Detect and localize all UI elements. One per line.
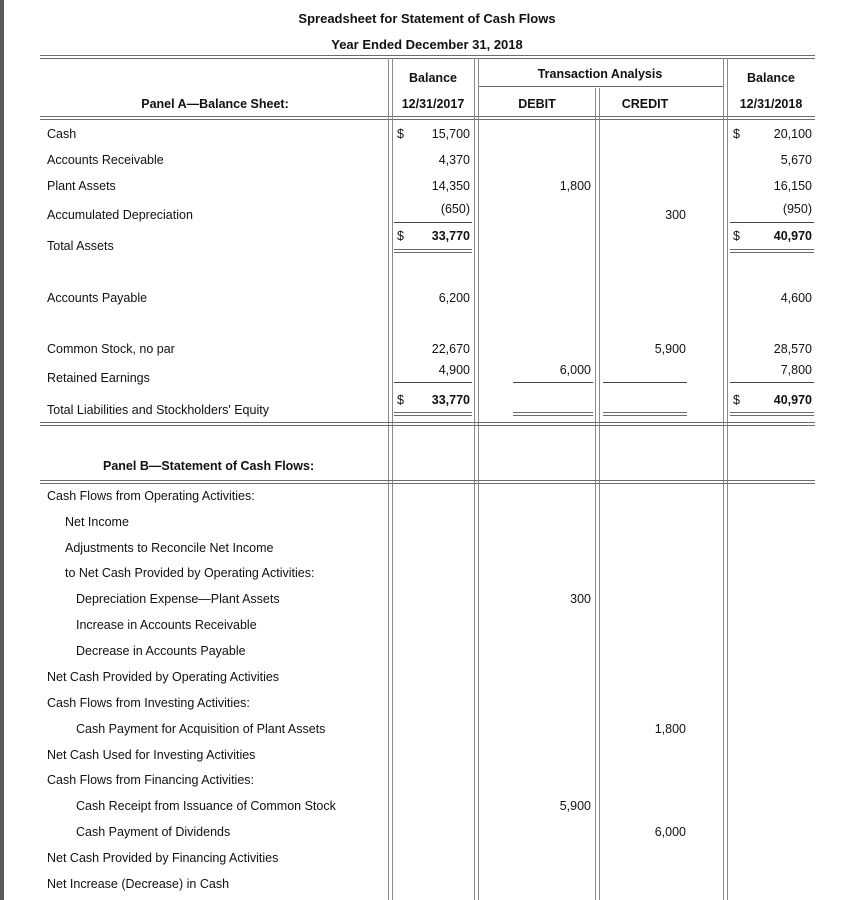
total-assets-end: 40,970	[773, 229, 812, 243]
dollar-sign: $	[397, 393, 404, 407]
total-double-rule	[730, 412, 814, 416]
header-debit: DEBIT	[518, 97, 556, 111]
dollar-sign: $	[733, 229, 740, 243]
cf-financing-heading: Cash Flows from Financing Activities:	[47, 773, 255, 787]
total-liabilities-equity-begin: 33,770	[431, 393, 470, 407]
dollar-sign: $	[733, 393, 740, 407]
transaction-analysis-underline	[478, 86, 723, 87]
cf-dividends-credit: 6,000	[654, 825, 686, 839]
cf-adjustments-continued: to Net Cash Provided by Operating Activities:	[65, 566, 315, 580]
plant-assets-begin: 14,350	[431, 179, 470, 193]
subtotal-rule	[394, 222, 472, 223]
header-balance-begin-label: Balance	[409, 71, 457, 85]
cf-investing-heading: Cash Flows from Investing Activities:	[47, 696, 250, 710]
dollar-sign: $	[733, 127, 740, 141]
panel-b-title: Panel B—Statement of Cash Flows:	[103, 459, 315, 473]
cf-issuance-common-stock: Cash Receipt from Issuance of Common Stock	[76, 799, 336, 813]
total-double-rule	[603, 412, 687, 416]
cf-depreciation-debit: 300	[570, 592, 591, 606]
cash-end-balance: 20,100	[773, 127, 812, 141]
accounts-payable-begin: 6,200	[438, 291, 470, 305]
total-assets-begin: 33,770	[431, 229, 470, 243]
plant-assets-end: 16,150	[773, 179, 812, 193]
accumulated-depreciation-begin: (650)	[440, 202, 470, 216]
row-label-total-assets: Total Assets	[47, 239, 114, 253]
cf-operating-heading: Cash Flows from Operating Activities:	[47, 489, 255, 503]
plant-assets-debit: 1,800	[559, 179, 591, 193]
panel-a-title: Panel A—Balance Sheet:	[141, 97, 289, 111]
header-bottom-rule	[40, 116, 815, 120]
dollar-sign: $	[397, 127, 404, 141]
header-transaction-analysis: Transaction Analysis	[537, 67, 663, 81]
cash-begin-balance: 15,700	[431, 127, 470, 141]
cf-net-investing: Net Cash Used for Investing Activities	[47, 748, 256, 762]
common-stock-begin: 22,670	[431, 342, 470, 356]
col-sep-4	[723, 58, 728, 900]
header-balance-end-date: 12/31/2018	[739, 97, 803, 111]
accumulated-depreciation-end: (950)	[782, 202, 812, 216]
subtotal-rule	[394, 382, 472, 383]
cf-payment-dividends: Cash Payment of Dividends	[76, 825, 231, 839]
row-label-total-liabilities-equity: Total Liabilities and Stockholders' Equity	[47, 403, 269, 417]
header-top-rule	[40, 55, 815, 59]
retained-earnings-end: 7,800	[780, 363, 812, 377]
header-balance-end-label: Balance	[747, 71, 795, 85]
sheet-subtitle: Year Ended December 31, 2018	[331, 37, 523, 52]
cf-net-financing: Net Cash Provided by Financing Activities	[47, 851, 279, 865]
row-label-cash: Cash	[47, 127, 77, 141]
total-double-rule	[394, 249, 472, 253]
accumulated-depreciation-credit: 300	[665, 208, 686, 222]
cf-adjustments: Adjustments to Reconcile Net Income	[65, 541, 274, 555]
col-sep-1	[388, 58, 393, 900]
cf-depreciation-expense: Depreciation Expense—Plant Assets	[76, 592, 280, 606]
retained-earnings-begin: 4,900	[438, 363, 470, 377]
cf-increase-accounts-receivable: Increase in Accounts Receivable	[76, 618, 257, 632]
retained-earnings-debit: 6,000	[559, 363, 591, 377]
cf-acquisition-plant-assets: Cash Payment for Acquisition of Plant Assets	[76, 722, 326, 736]
accounts-payable-end: 4,600	[780, 291, 812, 305]
panel-b-header-rule	[40, 480, 815, 484]
total-double-rule	[730, 249, 814, 253]
cf-net-operating: Net Cash Provided by Operating Activities	[47, 670, 280, 684]
row-label-accumulated-depreciation: Accumulated Depreciation	[47, 208, 193, 222]
accounts-receivable-begin: 4,370	[438, 153, 470, 167]
cf-issuance-debit: 5,900	[559, 799, 591, 813]
cf-net-increase-cash: Net Increase (Decrease) in Cash	[47, 877, 230, 891]
common-stock-credit: 5,900	[654, 342, 686, 356]
row-label-common-stock: Common Stock, no par	[47, 342, 175, 356]
row-label-accounts-payable: Accounts Payable	[47, 291, 148, 305]
dollar-sign: $	[397, 229, 404, 243]
accounts-receivable-end: 5,670	[780, 153, 812, 167]
sheet-title: Spreadsheet for Statement of Cash Flows	[298, 11, 556, 26]
col-sep-2	[474, 58, 479, 900]
header-credit: CREDIT	[621, 97, 669, 111]
row-label-accounts-receivable: Accounts Receivable	[47, 153, 164, 167]
header-balance-begin-date: 12/31/2017	[401, 97, 465, 111]
col-sep-3	[595, 88, 600, 900]
total-liabilities-equity-end: 40,970	[773, 393, 812, 407]
left-window-edge	[0, 0, 4, 900]
subtotal-rule	[513, 382, 593, 383]
total-double-rule	[513, 412, 593, 416]
total-double-rule	[394, 412, 472, 416]
common-stock-end: 28,570	[773, 342, 812, 356]
cf-net-income: Net Income	[65, 515, 129, 529]
subtotal-rule	[730, 382, 814, 383]
subtotal-rule	[730, 222, 814, 223]
panel-a-bottom-rule	[40, 422, 815, 426]
row-label-retained-earnings: Retained Earnings	[47, 371, 150, 385]
subtotal-rule	[603, 382, 687, 383]
cf-decrease-accounts-payable: Decrease in Accounts Payable	[76, 644, 246, 658]
row-label-plant-assets: Plant Assets	[47, 179, 116, 193]
cf-acquisition-credit: 1,800	[654, 722, 686, 736]
